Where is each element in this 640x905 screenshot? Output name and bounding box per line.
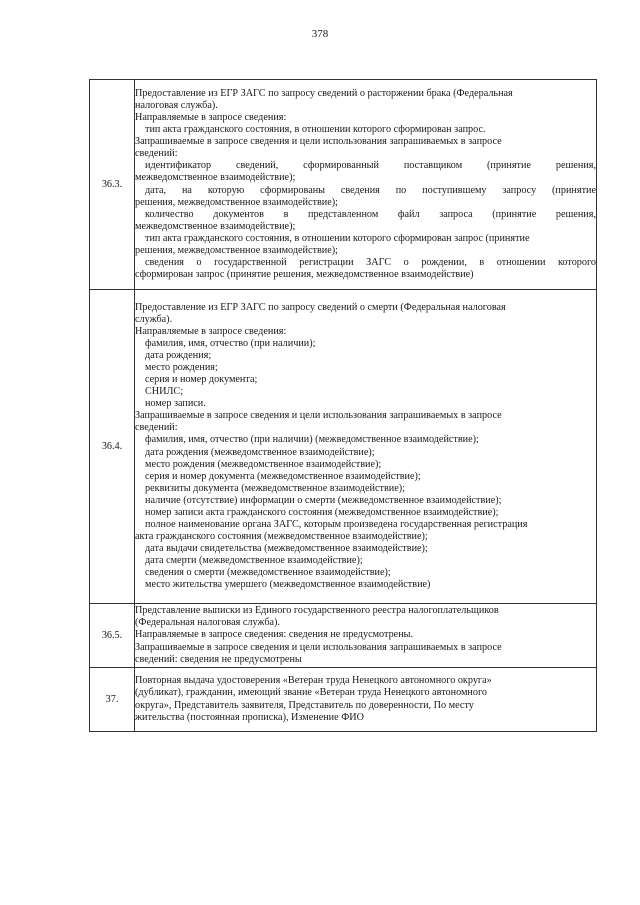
text-line: дата, на которую сформированы сведения по поступившему запросу (принятие [145,184,596,196]
text-line: реквизиты документа (межведомственное взаимодействие); [145,482,405,494]
text-line: фамилия, имя, отчество (при наличии) (межведомственное взаимодействие); [145,434,479,446]
text-line: идентификатор сведений, сформированный поставщиком (принятие решения, [145,160,596,172]
text-line: тип акта гражданского состояния, в отношении которого сформирован запрос (принятие [145,232,530,244]
page-number: 378 [311,28,329,40]
text-line: дата рождения (межведомственное взаимодействие); [145,446,375,458]
row-content [135,668,597,732]
text-line: решения, межведомственное взаимодействие); [135,196,338,208]
text-line: наличие (отсутствие) информации о смерти (межведомственное взаимодействие); [145,494,502,506]
table-row [90,604,597,668]
row-content [135,604,597,668]
text-line: номер записи акта гражданского состояния (межведомственное взаимодействие); [145,506,499,518]
text-line: сведения о смерти (межведомственное взаимодействие); [145,566,391,578]
text-line: СНИЛС; [145,386,184,398]
text-line: Направляемые в запросе сведения: [135,112,287,124]
text-line: служба). [135,313,173,325]
row-content [135,290,597,604]
text-line: количество документов в представленном файл запроса (принятие решения, [145,208,596,220]
text-line: дата рождения; [145,350,212,362]
row-number: 36.3. [90,80,135,290]
services-table [89,79,597,732]
table-row [90,290,597,604]
text-line: Направляемые в запросе сведения: сведения не предусмотрены. [135,629,414,641]
text-line: дата смерти (межведомственное взаимодействие); [145,554,363,566]
text-line: сведений: [135,422,178,434]
text-line: сведений: [135,148,178,160]
text-line: акта гражданского состояния (межведомственное взаимодействие); [135,530,428,542]
text-line: (дубликат), гражданин, имеющий звание «Ветеран труда Ненецкого автономного [135,687,487,699]
text-line: жительства (постоянная прописка), Изменение ФИО [135,711,364,723]
text-line: сведений: сведения не предусмотрены [135,653,302,665]
row-content [135,80,597,290]
text-line: место жительства умершего (межведомственное взаимодействие) [145,579,431,591]
text-line: номер записи. [145,398,206,410]
row-number: 36.4. [90,290,135,604]
text-line: решения, межведомственное взаимодействие); [135,244,338,256]
text-line: сведения о государственной регистрации ЗАГС о рождении, в отношении которого [145,256,596,268]
table-row [90,668,597,732]
text-line: Представление выписки из Единого государственного реестра налогоплательщиков [135,605,499,617]
text-line: фамилия, имя, отчество (при наличии); [145,338,316,350]
text-line: налоговая служба). [135,100,218,112]
table-row [90,80,597,290]
text-line: Запрашиваемые в запросе сведения и цели использования запрашиваемых в запросе [135,410,502,422]
text-line: дата выдачи свидетельства (межведомственное взаимодействие); [145,542,428,554]
text-line: Предоставление из ЕГР ЗАГС по запросу сведений о смерти (Федеральная налоговая [135,301,506,313]
text-line: полное наименование органа ЗАГС, которым произведена государственная регистрация [145,518,528,530]
text-line: место рождения; [145,362,218,374]
text-line: Предоставление из ЕГР ЗАГС по запросу сведений о расторжении брака (Федеральная [135,88,513,100]
text-line: место рождения (межведомственное взаимодействие); [145,458,382,470]
text-line: округа», Представитель заявителя, Представитель по доверенности, По месту [135,699,474,711]
text-line: Запрашиваемые в запросе сведения и цели использования запрашиваемых в запросе [135,136,502,148]
row-number: 37. [90,668,135,732]
text-line: межведомственное взаимодействие); [135,220,296,232]
text-line: (Федеральная налоговая служба). [135,617,280,629]
row-number: 36.5. [90,604,135,668]
text-line: серия и номер документа (межведомственное взаимодействие); [145,470,421,482]
text-line: Запрашиваемые в запросе сведения и цели использования запрашиваемых в запросе [135,641,502,653]
text-line: серия и номер документа; [145,374,258,386]
text-line: межведомственное взаимодействие); [135,172,296,184]
text-line: Направляемые в запросе сведения: [135,326,287,338]
text-line: Повторная выдача удостоверения «Ветеран труда Ненецкого автономного округа» [135,675,492,687]
text-line: тип акта гражданского состояния, в отношении которого сформирован запрос. [145,124,486,136]
text-line: сформирован запрос (принятие решения, межведомственное взаимодействие) [135,268,474,280]
